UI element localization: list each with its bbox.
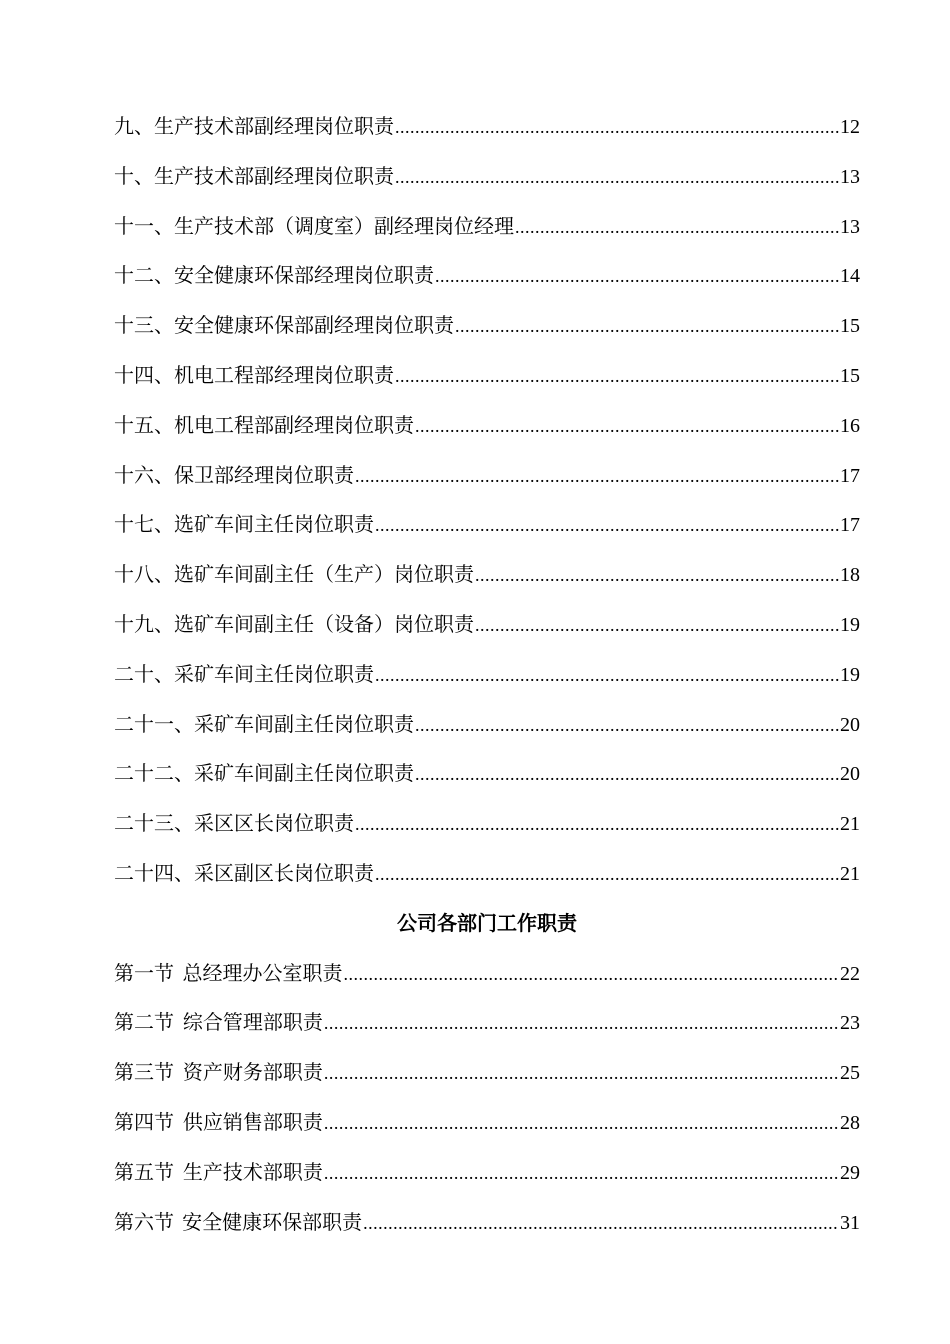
dot-leader xyxy=(363,1200,839,1246)
toc-entry-page: 19 xyxy=(840,613,860,636)
dot-leader xyxy=(415,751,839,797)
toc-entry-page: 22 xyxy=(840,962,860,985)
table-of-contents xyxy=(114,103,860,1248)
toc-entry[interactable] xyxy=(114,402,860,452)
toc-entry[interactable] xyxy=(114,1199,860,1249)
toc-entry-title: 九、生产技术部副经理岗位职责 xyxy=(114,114,394,138)
toc-entry[interactable] xyxy=(114,850,860,900)
toc-entry-page: 28 xyxy=(840,1111,860,1134)
toc-entry-title: 二十二、采矿车间副主任岗位职责 xyxy=(114,761,414,786)
toc-entry-title: 十二、安全健康环保部经理岗位职责 xyxy=(114,263,434,288)
toc-entry-title: 十、生产技术部副经理岗位职责 xyxy=(114,163,394,188)
dot-leader xyxy=(395,104,839,150)
toc-entry-number: 第三节 xyxy=(114,1060,174,1085)
toc-entry-page: 20 xyxy=(840,763,860,786)
toc-entry-page: 17 xyxy=(840,464,860,487)
toc-entry[interactable] xyxy=(114,601,860,651)
toc-entry-page: 29 xyxy=(840,1161,860,1184)
dot-leader xyxy=(455,303,839,349)
toc-entry-page: 19 xyxy=(840,663,860,686)
toc-entry[interactable] xyxy=(114,1049,860,1099)
toc-entry-title: 二十三、采区区长岗位职责 xyxy=(114,811,354,836)
toc-entry-page: 20 xyxy=(840,713,860,736)
toc-entry[interactable] xyxy=(114,203,860,253)
toc-entry-page: 25 xyxy=(840,1062,860,1085)
toc-entry-title: 供应销售部职责 xyxy=(182,1109,323,1134)
dot-leader xyxy=(355,453,839,499)
toc-entry-title: 安全健康环保部职责 xyxy=(182,1209,363,1234)
toc-entry-number: 第四节 xyxy=(114,1109,174,1134)
toc-entry[interactable] xyxy=(114,1149,860,1199)
toc-entry-title: 十三、安全健康环保部副经理岗位职责 xyxy=(114,313,454,338)
dot-leader xyxy=(324,1100,839,1146)
toc-entry[interactable] xyxy=(114,452,860,502)
dot-leader xyxy=(375,652,839,698)
dot-leader xyxy=(355,801,839,847)
toc-entry[interactable] xyxy=(114,750,860,800)
toc-entry[interactable] xyxy=(114,551,860,601)
dot-leader xyxy=(324,1000,839,1046)
toc-entry-number: 第五节 xyxy=(114,1159,174,1184)
toc-entry-title: 十五、机电工程部副经理岗位职责 xyxy=(114,412,414,437)
toc-entry-title: 十一、生产技术部（调度室）副经理岗位经理 xyxy=(114,213,514,238)
dot-leader xyxy=(344,951,839,997)
toc-entry[interactable] xyxy=(114,800,860,850)
toc-entry-page: 14 xyxy=(840,265,860,288)
toc-entry-page: 15 xyxy=(840,315,860,338)
toc-entry-title: 综合管理部职责 xyxy=(182,1010,323,1035)
toc-entry-title: 二十一、采矿车间副主任岗位职责 xyxy=(114,711,414,736)
toc-entry[interactable] xyxy=(114,999,860,1049)
dot-leader xyxy=(395,154,839,200)
toc-entry-page: 13 xyxy=(840,165,860,188)
toc-entry-title: 十七、选矿车间主任岗位职责 xyxy=(114,512,374,537)
dot-leader xyxy=(324,1050,839,1096)
dot-leader xyxy=(324,1150,839,1196)
dot-leader xyxy=(475,602,839,648)
toc-entry[interactable] xyxy=(114,701,860,751)
toc-entry[interactable] xyxy=(114,501,860,551)
dot-leader xyxy=(515,204,839,250)
dot-leader xyxy=(375,851,839,897)
toc-entry-page: 17 xyxy=(840,514,860,537)
toc-entry-page: 21 xyxy=(840,813,860,836)
dot-leader xyxy=(435,253,839,299)
toc-entry-title: 十八、选矿车间副主任（生产）岗位职责 xyxy=(114,562,474,587)
toc-entry[interactable] xyxy=(114,153,860,203)
toc-entry[interactable] xyxy=(114,352,860,402)
toc-entry-title: 生产技术部职责 xyxy=(182,1159,323,1184)
toc-entry[interactable] xyxy=(114,302,860,352)
section-heading: 公司各部门工作职责 xyxy=(397,910,577,935)
toc-entry-title: 十九、选矿车间副主任（设备）岗位职责 xyxy=(114,611,474,636)
toc-entry-page: 18 xyxy=(840,564,860,587)
dot-leader xyxy=(415,403,839,449)
toc-entry-title: 十四、机电工程部经理岗位职责 xyxy=(114,362,394,387)
toc-entry[interactable] xyxy=(114,103,860,153)
toc-entry[interactable] xyxy=(114,1099,860,1149)
dot-leader xyxy=(375,502,839,548)
toc-entry-number: 第一节 xyxy=(114,960,174,985)
toc-entry-title: 二十、采矿车间主任岗位职责 xyxy=(114,661,374,686)
toc-entry-number: 第六节 xyxy=(114,1209,174,1234)
toc-entry-number: 第二节 xyxy=(114,1010,174,1035)
toc-entry[interactable] xyxy=(114,950,860,1000)
dot-leader xyxy=(475,552,839,598)
toc-entry[interactable] xyxy=(114,651,860,701)
toc-entry-page: 23 xyxy=(840,1012,860,1035)
toc-entry-title: 十六、保卫部经理岗位职责 xyxy=(114,462,354,487)
dot-leader xyxy=(395,353,839,399)
toc-list-departments xyxy=(114,950,860,1249)
toc-entry-title: 资产财务部职责 xyxy=(182,1060,323,1085)
toc-entry-page: 15 xyxy=(840,364,860,387)
toc-entry-page: 31 xyxy=(840,1211,860,1234)
toc-list-positions xyxy=(114,103,860,900)
toc-entry[interactable] xyxy=(114,252,860,302)
toc-entry-title: 总经理办公室职责 xyxy=(182,960,343,985)
dot-leader xyxy=(415,702,839,748)
toc-entry-title: 二十四、采区副区长岗位职责 xyxy=(114,860,374,885)
toc-entry-page: 16 xyxy=(840,414,860,437)
toc-entry-page: 13 xyxy=(840,215,860,238)
toc-entry-page: 12 xyxy=(840,116,860,138)
toc-entry-page: 21 xyxy=(840,862,860,885)
